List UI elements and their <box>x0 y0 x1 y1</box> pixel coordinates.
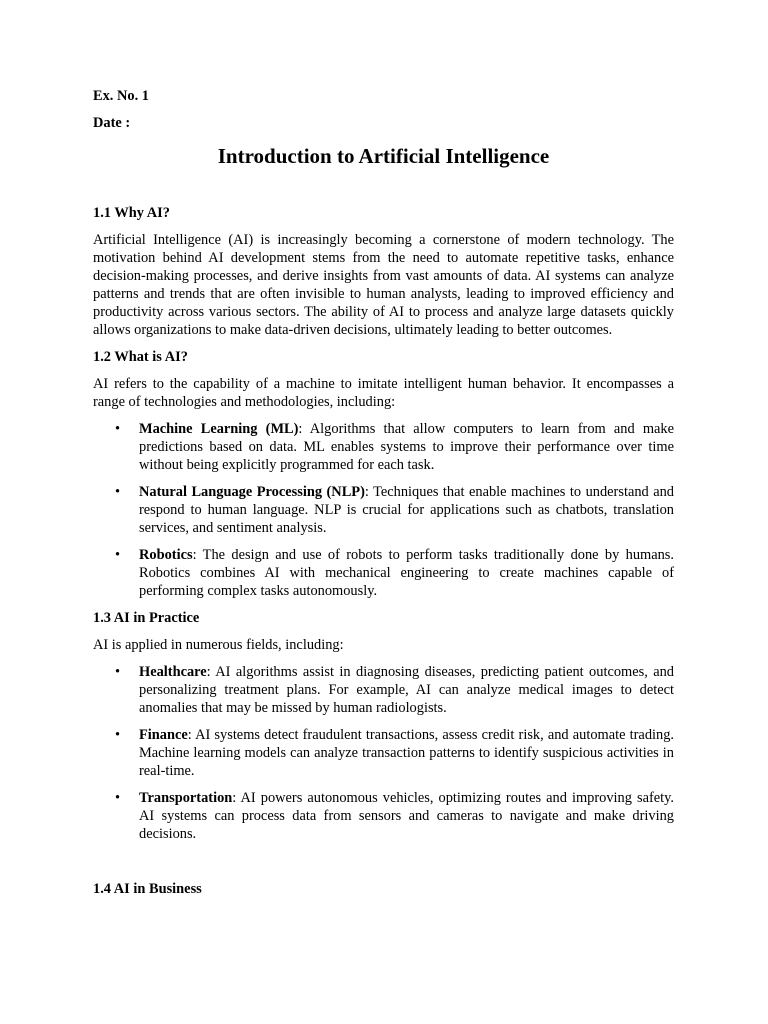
date-label: Date : <box>93 115 131 131</box>
list-item <box>93 546 674 600</box>
list-item-term: Robotics <box>139 547 193 563</box>
list-item-text: : Techniques that enable machines to understand and respond to human language. NLP is crucial for applications such as chatbots, translation services, and sentiment analysis. <box>139 484 674 536</box>
list-item <box>93 789 674 843</box>
section-paragraph-why-ai: Artificial Intelligence (AI) is increasingly becoming a cornerstone of modern technology. The motivation behind AI development stems from the need to automate repetitive tasks, enhance decision-making processes, and derive insights from vast amounts of data. AI systems can analyze patterns and trends that are often invisible to human analysts, leading to improved efficiency and productivity across various sectors. The ability of AI to process and analyze large datasets quickly allows organizations to make data-driven decisions, ultimately leading to better outcomes. <box>93 232 674 338</box>
list-item-text: : AI powers autonomous vehicles, optimizing routes and improving safety. AI systems can process data from sensors and cameras to navigate and make driving decisions. <box>139 790 674 842</box>
list-item-text: : AI algorithms assist in diagnosing diseases, predicting patient outcomes, and personalizing treatment plans. For example, AI can analyze medical images to detect anomalies that may be missed by human radiologists. <box>139 664 674 716</box>
bullet-icon: • <box>115 547 121 563</box>
list-item <box>93 663 674 717</box>
list-item <box>93 483 674 537</box>
list-item-text: : Algorithms that allow computers to learn from and make predictions based on data. ML enables systems to improve their performance over time without being explicitly programmed for each task. <box>139 421 674 473</box>
ai-applications-list <box>93 663 674 843</box>
list-item-term: Natural Language Processing (NLP) <box>139 484 365 500</box>
list-item-term: Machine Learning (ML) <box>139 421 299 437</box>
exercise-number: Ex. No. 1 <box>93 88 149 104</box>
document-body <box>93 87 674 898</box>
list-item-text: : AI systems detect fraudulent transactions, assess credit risk, and automate trading. Machine learning models can analyze transaction patterns to identify suspicious activities in real-time. <box>139 727 674 779</box>
list-item-term: Finance <box>139 727 188 743</box>
section-heading-why-ai: 1.1 Why AI? <box>93 205 170 221</box>
list-item <box>93 420 674 474</box>
ai-technologies-list <box>93 420 674 600</box>
bullet-icon: • <box>115 664 121 680</box>
section-paragraph-ai-in-practice: AI is applied in numerous fields, including: <box>93 637 344 653</box>
list-item-text: : The design and use of robots to perform tasks traditionally done by humans. Robotics combines AI with mechanical engineering to create machines capable of performing complex tasks autonomously. <box>139 547 674 599</box>
list-item-term: Healthcare <box>139 664 207 680</box>
list-item-term: Transportation <box>139 790 233 806</box>
section-heading-what-is-ai: 1.2 What is AI? <box>93 349 188 365</box>
section-heading-ai-in-business: 1.4 AI in Business <box>93 881 202 897</box>
bullet-icon: • <box>115 790 121 806</box>
bullet-icon: • <box>115 727 121 743</box>
section-heading-ai-in-practice: 1.3 AI in Practice <box>93 610 200 626</box>
section-paragraph-what-is-ai: AI refers to the capability of a machine to imitate intelligent human behavior. It encompasses a range of technologies and methodologies, including: <box>93 376 674 410</box>
bullet-icon: • <box>115 421 121 437</box>
document-title: Introduction to Artificial Intelligence <box>217 144 550 168</box>
list-item <box>93 726 674 780</box>
bullet-icon: • <box>115 484 121 500</box>
